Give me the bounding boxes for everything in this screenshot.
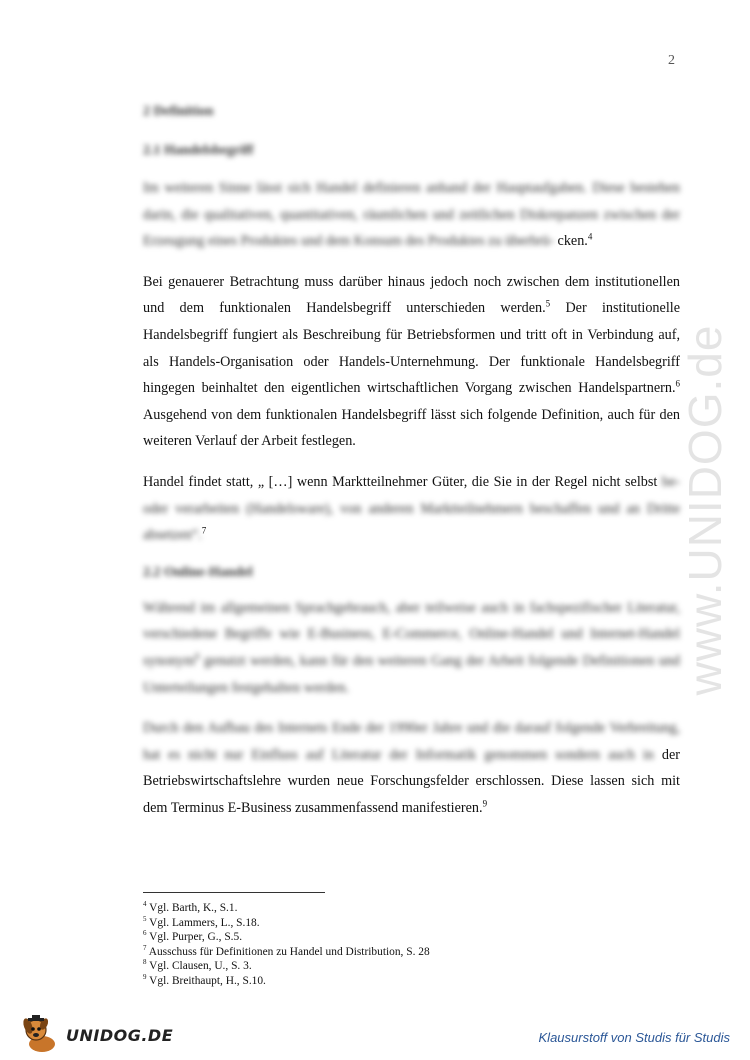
footnote-ref-5: 5	[545, 298, 551, 309]
paragraph-1	[143, 175, 680, 255]
paragraph-1-visible-text: cken.	[557, 233, 588, 250]
document-body	[143, 104, 680, 821]
paragraph-3	[143, 469, 680, 549]
footnote-number: 8	[143, 958, 147, 967]
footnote-divider	[143, 892, 325, 893]
logo-text: UNIDOG.DE	[66, 1026, 174, 1045]
footnote-number: 9	[143, 973, 147, 982]
footnote	[143, 945, 543, 960]
footnote-text: Vgl. Clausen, U., S. 3.	[149, 960, 252, 973]
footnote-number: 7	[143, 943, 147, 952]
footnote-ref-8: 8	[195, 651, 200, 662]
footnote-text: Vgl. Purper, G., S.5.	[149, 931, 243, 944]
paragraph-5	[143, 715, 680, 821]
watermark-text: www.UNIDOG.de	[679, 324, 731, 696]
paragraph-3-visible-text: Handel findet statt, „ […] wenn Marktteilnehmer Güter, die Sie in der Regel nicht selbst	[143, 473, 658, 490]
paragraph-1-blurred-text: Im weiteren Sinne lässt sich Handel definieren anhand der Hauptaufgaben. Diese bestehen darin, die qualitativen, quantitativen, räumlichen und zeitlichen Diskrepanzen zwischen der Erzeugung eines Produktes und dem Konsum des Produktes zu überbrü-	[143, 180, 680, 250]
paragraph-2	[143, 269, 680, 455]
paragraph-3-blurred-text: be- oder verarbeiten (Handelsware), von anderen Marktteilnehmern beschaffen und an Dritte absetzen“.	[143, 473, 680, 544]
footnote-ref-6: 6	[675, 378, 680, 389]
section-heading-definition: 2 Definition	[143, 104, 214, 119]
footnote-text: Vgl. Barth, K., S.1.	[149, 902, 238, 914]
footnotes	[143, 892, 543, 989]
footnote-number: 4	[143, 900, 147, 909]
footnote-text: Vgl. Breithaupt, H., S.10.	[149, 974, 266, 987]
footnote-text: Vgl. Lammers, L., S.18.	[149, 916, 260, 929]
footnote-text: Ausschuss für Definitionen zu Handel und Distribution, S. 28	[148, 945, 430, 958]
page-number: 2	[668, 53, 675, 68]
footnote-ref-7: 7	[201, 525, 207, 536]
paragraph-2-text-a: Bei genauerer Betrachtung muss darüber hinaus jedoch noch zwischen dem institutionellen und dem funktionalen Handelsbegriff unterschieden werden.	[143, 273, 680, 317]
footnote-ref-4: 4	[587, 231, 593, 242]
footnote	[143, 974, 543, 989]
footnote	[143, 930, 543, 945]
paragraph-5-visible-text: der Betriebswirtschaftslehre wurden neue Forschungsfelder erschlossen. Diese lassen sich mit dem Terminus E-Business zusammenfassend manifestieren.	[143, 746, 681, 816]
footnote-number: 6	[143, 929, 147, 938]
footer-tagline: Klausurstoff von Studis für Studis	[538, 1030, 730, 1045]
footnote	[143, 959, 543, 974]
dog-mascot-icon	[20, 1014, 60, 1054]
paragraph-2-text-b: Der institutionelle Handelsbegriff fungiert als Beschreibung für Betriebsformen und tritt oft in Verbindung auf, als Handels-Organisation oder Handels-Unternehmung. Der funktionale Handelsbegriff hingegen beinhaltet den eigentlichen wirtschaftlichen Vorgang zwischen Handelspartnern.	[143, 300, 680, 397]
paragraph-5-blurred-text: Durch den Aufbau des Internets Ende der 1990er Jahre und die darauf folgende Verbreitung, hat es nicht nur Einfluss auf Literatur der Informatik genommen sondern auch in	[143, 720, 680, 763]
paragraph-4-text-b: genutzt werden, kann für den weiteren Gang der Arbeit folgende Definitionen und Unterteilungen festgehalten werden.	[143, 652, 680, 696]
footnote	[143, 901, 543, 916]
section-heading-online-handel: 2.2 Online-Handel	[143, 564, 253, 580]
paragraph-2-text-c: Ausgehend von dem funktionalen Handelsbegriff lässt sich folgende Definition, auch für den weiteren Verlauf der Arbeit festlegen.	[143, 406, 680, 450]
paragraph-4-text-a: Während im allgemeinen Sprachgebrauch, aber teilweise auch in fachspezifischer Literatur, verschiedene Begriffe wie E-Business, E-Commerce, Online-Handel und Internet-Handel synonym	[143, 599, 680, 669]
footnote-ref-9: 9	[482, 798, 488, 809]
footnote-number: 5	[143, 914, 147, 923]
unidog-logo	[20, 1014, 174, 1054]
paragraph-4	[143, 595, 680, 701]
footnote	[143, 916, 543, 931]
section-heading-handelsbegriff: 2.1 Handelsbegriff	[143, 143, 254, 158]
